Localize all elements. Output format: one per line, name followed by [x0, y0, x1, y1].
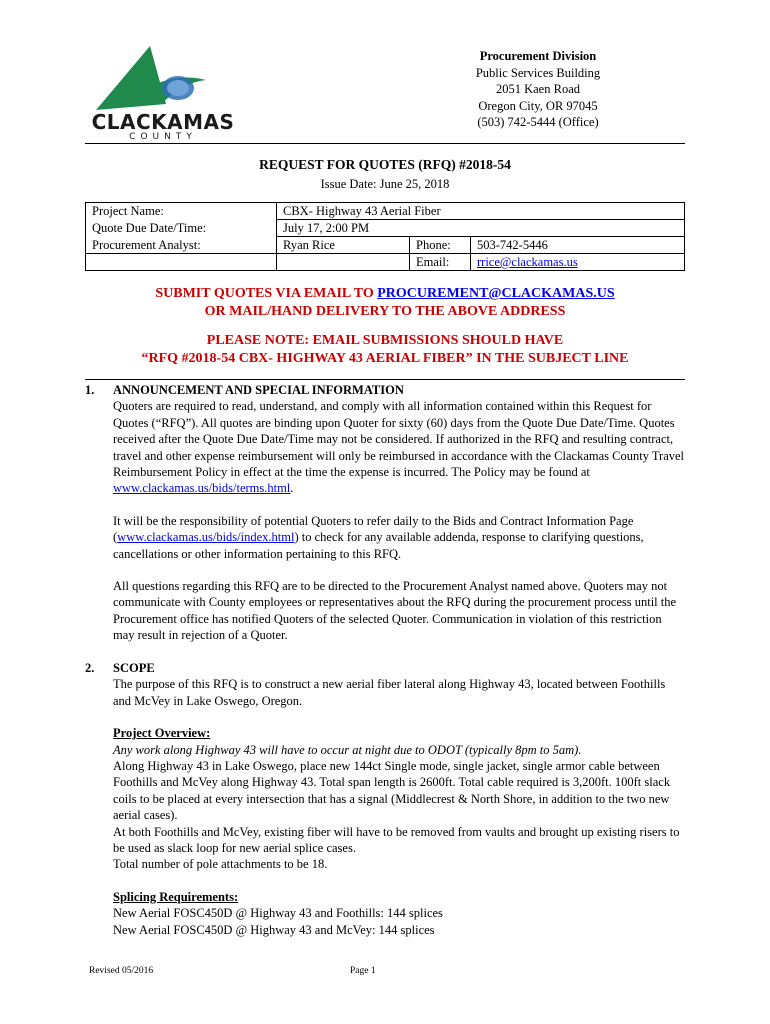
submit-line2: OR MAIL/HAND DELIVERY TO THE ABOVE ADDRESS	[204, 304, 566, 319]
clackamas-county-logo	[88, 42, 238, 142]
email-label: Email:	[410, 254, 471, 270]
note-line2: “RFQ #2018-54 CBX- HIGHWAY 43 AERIAL FIBER” IN THE SUBJECT LINE	[141, 351, 629, 366]
overview-heading: Project Overview:	[113, 726, 211, 741]
footer-page-number: Page 1	[350, 966, 376, 976]
splicing-heading: Splicing Requirements:	[113, 889, 239, 904]
project-info-table	[85, 202, 685, 271]
division-title: Procurement Division	[479, 49, 597, 63]
section-divider	[85, 379, 685, 380]
empty-cell	[277, 254, 410, 271]
phone-label: Phone:	[410, 237, 471, 253]
city-address: Oregon City, OR 97045	[478, 98, 598, 113]
announcement-paragraph-2: It will be the responsibility of potential Quoters to refer daily to the Bids and Contract Information Page (www.clackamas.us/bids/index.html) to check for any available addenda, response to clarifying questions, cancellations or other information pertaining to this RFQ.	[113, 513, 644, 561]
header-divider	[85, 143, 685, 144]
analyst-value: Ryan Rice	[277, 237, 410, 254]
project-name-label: Project Name:	[86, 203, 277, 220]
project-name-value: CBX- Highway 43 Aerial Fiber	[277, 203, 685, 220]
issue-date: Issue Date: June 25, 2018	[320, 177, 450, 191]
submit-notice	[0, 285, 770, 321]
terms-link[interactable]: www.clackamas.us/bids/terms.html	[113, 481, 291, 496]
announcement-paragraph-1: Quoters are required to read, understand, and comply with all information contained within this Request for Quotes (“RFQ”). All quotes are binding upon Quoter for sixty (60) days from the Quote Due Date/Time. Quotes received after the Quote Due Date/Time may not be considered. If authorized in the RFQ and resulting contract, travel and other expense reimbursement will only be reimbursed in accordance with the Clackamas County Travel Reimbursement Policy in effect at the time the expense is incurred. The Policy may be found at www.clackamas.us/bids/terms.html.	[113, 399, 685, 496]
logo-name: CLACKAMAS	[91, 110, 235, 134]
scope-paragraph: The purpose of this RFQ is to construct a new aerial fiber lateral along Highway 43, located between Foothills and McVey in Lake Oswego, Oregon.	[113, 677, 666, 708]
section-scope	[85, 660, 685, 938]
splice-item-2: New Aerial FOSC450D @ Highway 43 and McVey: 144 splices	[113, 922, 435, 937]
analyst-email-link[interactable]: rrice@clackamas.us	[477, 255, 578, 269]
section-number: 1.	[85, 383, 95, 397]
overview-text-1: Along Highway 43 in Lake Oswego, place new 144ct Single mode, single jacket, single armor cable between Foothills and McVey along Highway 43. Total span length is 2600ft. Total cable required is 3,200ft. 100ft slack coils to be placed at every intersection that has a signal (Middlecrest & North Shore, in addition to the two new aerial cases).	[113, 759, 671, 823]
division-address	[428, 48, 648, 131]
overview-italic-note: Any work along Highway 43 will have to occur at night due to ODOT (typically 8pm to 5am).	[113, 742, 582, 757]
footer-revised: Revised 05/2016	[89, 966, 154, 976]
analyst-label: Procurement Analyst:	[86, 237, 277, 254]
bids-index-link[interactable]: www.clackamas.us/bids/index.html	[117, 530, 295, 545]
submit-line1-prefix: SUBMIT QUOTES VIA EMAIL TO	[155, 286, 378, 301]
logo-subname: COUNTY	[129, 132, 197, 142]
overview-text-3: Total number of pole attachments to be 18.	[113, 857, 328, 872]
section-heading: SCOPE	[113, 661, 155, 675]
due-date-label: Quote Due Date/Time:	[86, 220, 277, 237]
due-date-value: July 17, 2:00 PM	[277, 220, 685, 237]
announcement-paragraph-3: All questions regarding this RFQ are to be directed to the Procurement Analyst named above. Quoters may not communicate with County employees or representatives about the RFQ during the procurement process until the Procurement office has notified Quoters of the selected Quoter. Communication in violation of this restriction may result in rejection of a Quoter.	[113, 579, 677, 643]
procurement-email-link[interactable]: PROCUREMENT@CLACKAMAS.US	[377, 286, 615, 301]
street-address: 2051 Kaen Road	[495, 82, 580, 96]
section-announcement	[85, 382, 685, 660]
splice-item-1: New Aerial FOSC450D @ Highway 43 and Foothills: 144 splices	[113, 906, 443, 921]
rfq-title: REQUEST FOR QUOTES (RFQ) #2018-54	[259, 157, 511, 172]
subject-line-note	[0, 332, 770, 368]
section-heading: ANNOUNCEMENT AND SPECIAL INFORMATION	[113, 383, 404, 397]
note-line1: PLEASE NOTE: EMAIL SUBMISSIONS SHOULD HAVE	[206, 333, 564, 348]
building-name: Public Services Building	[475, 65, 601, 80]
overview-text-2: At both Foothills and McVey, existing fiber will have to be removed from vaults and brought up existing risers to be used as slack loop for new aerial splice cases.	[113, 824, 680, 856]
phone-value: 503-742-5446	[477, 238, 548, 252]
office-phone: (503) 742-5444 (Office)	[477, 115, 599, 129]
empty-cell	[86, 254, 277, 271]
section-number: 2.	[85, 661, 95, 675]
